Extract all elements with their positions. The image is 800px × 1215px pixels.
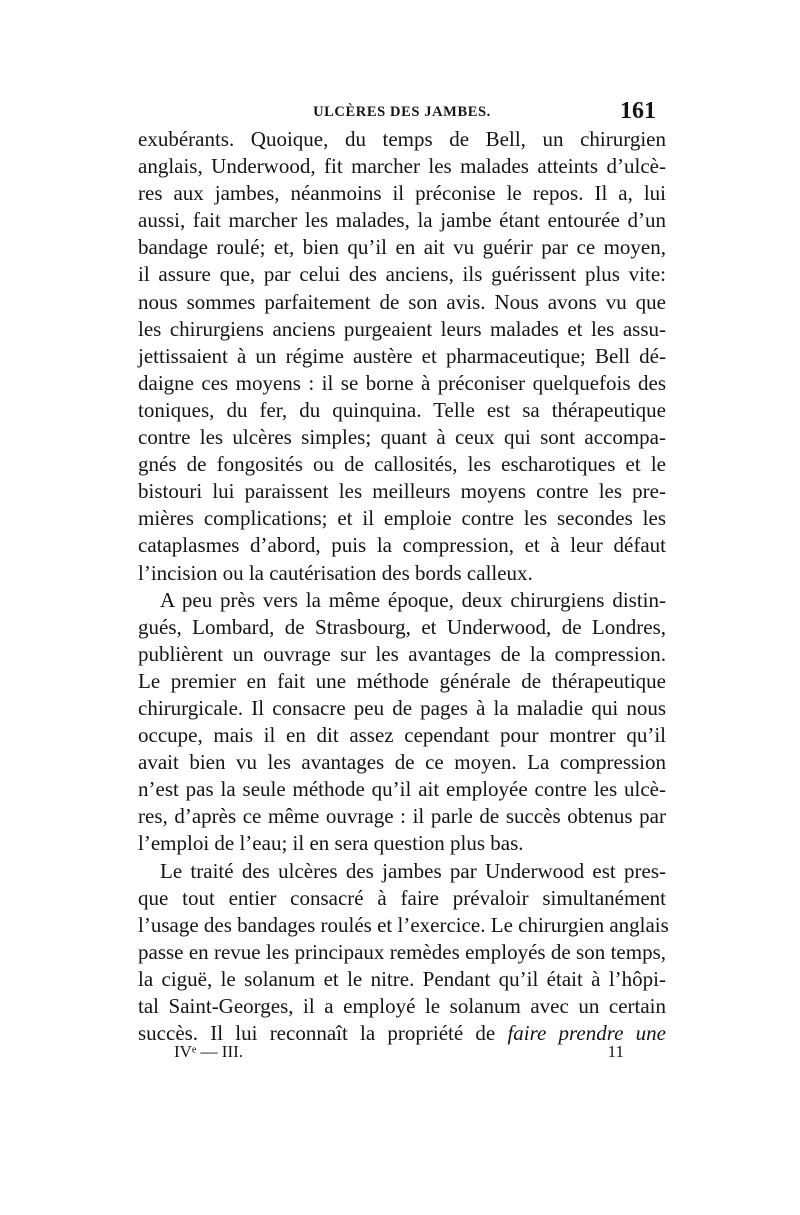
text-line: A peu près vers la même époque, deux chirurgiens distin- bbox=[160, 587, 666, 612]
page-footer bbox=[138, 1042, 666, 1066]
text-line: contre les ulcères simples; quant à ceux qui sont accompa- bbox=[138, 425, 666, 450]
text-line: n’est pas la seule méthode qu’il ait employée contre les ulcè- bbox=[138, 777, 666, 802]
text-line: jettissaient à un régime austère et pharmaceutique; Bell dé- bbox=[138, 343, 666, 368]
text-line: avait bien vu les avantages de ce moyen. La compression bbox=[138, 750, 666, 775]
text-line: toniques, du fer, du quinquina. Telle est sa thérapeutique bbox=[138, 397, 666, 422]
text-line: bandage roulé; et, bien qu’il en ait vu guérir par ce moyen, bbox=[138, 235, 666, 260]
text-line: aussi, fait marcher les malades, la jambe étant entourée d’un bbox=[138, 208, 666, 233]
text-line: gués, Lombard, de Strasbourg, et Underwood, de Londres, bbox=[138, 614, 666, 639]
text-line: chirurgicale. Il consacre peu de pages à la maladie qui nous bbox=[138, 695, 666, 720]
text-line: il assure que, par celui des anciens, ils guérissent plus vite: bbox=[138, 262, 666, 287]
text-line: gnés de fongosités ou de callosités, les escharotiques et le bbox=[138, 452, 666, 477]
running-title: ULCÈRES DES JAMBES. bbox=[313, 104, 491, 120]
text-line: que tout entier consacré à faire prévaloir simultanément bbox=[138, 885, 666, 910]
page-number: 161 bbox=[620, 98, 656, 124]
text-line: Le premier en fait une méthode générale de thérapeutique bbox=[138, 668, 666, 693]
text-line: publièrent un ouvrage sur les avantages de la compression. bbox=[138, 641, 666, 666]
body-text bbox=[138, 126, 669, 1047]
signature-mark: IVᵉ — III. bbox=[174, 1042, 244, 1061]
text-line: l’emploi de l’eau; il en sera question plus bas. bbox=[138, 831, 524, 856]
text-line: anglais, Underwood, fit marcher les malades atteints d’ulcè- bbox=[138, 154, 666, 179]
text-line: la ciguë, le solanum et le nitre. Pendant qu’il était à l’hôpi- bbox=[138, 966, 666, 991]
text-line: l’usage des bandages roulés et l’exercice. Le chirurgien anglais bbox=[138, 912, 669, 937]
text-line: passe en revue les principaux remèdes employés de son temps, bbox=[138, 939, 666, 964]
text-line: Le traité des ulcères des jambes par Underwood est pres- bbox=[160, 858, 666, 883]
text-line: les chirurgiens anciens purgeaient leurs malades et les assu- bbox=[138, 316, 666, 341]
text-line: nous sommes parfaitement de son avis. Nous avons vu que bbox=[138, 289, 666, 314]
text-line: mières complications; et il emploie contre les secondes les bbox=[138, 506, 666, 531]
text-line: occupe, mais il en dit assez cependant pour montrer qu’il bbox=[138, 723, 666, 748]
text-line: bistouri lui paraissent les meilleurs moyens contre les pre- bbox=[138, 479, 666, 504]
paragraph-2 bbox=[138, 587, 666, 858]
paragraph-3 bbox=[138, 858, 669, 1048]
text-line: daigne ces moyens : il se borne à préconiser quelquefois des bbox=[138, 370, 666, 395]
text-line: exubérants. Quoique, du temps de Bell, un chirurgien bbox=[138, 127, 666, 151]
italic-text-run: faire prendre une bbox=[507, 1021, 666, 1046]
text-run: succès. Il lui reconnaît la propriété de bbox=[138, 1021, 508, 1046]
text-line: tal Saint-Georges, il a employé le solanum avec un certain bbox=[138, 994, 666, 1018]
text-line: res aux jambes, néanmoins il préconise le repos. Il a, lui bbox=[138, 181, 666, 206]
paragraph-1 bbox=[138, 126, 666, 587]
text-line: l’incision ou la cautérisation des bords calleux. bbox=[138, 560, 533, 585]
text-line: res, d’après ce même ouvrage : il parle de succès obtenus par bbox=[138, 804, 666, 829]
text-line: cataplasmes d’abord, puis la compression, et à leur défaut bbox=[138, 533, 666, 558]
running-head bbox=[138, 96, 666, 126]
gathering-number: 11 bbox=[607, 1042, 624, 1061]
